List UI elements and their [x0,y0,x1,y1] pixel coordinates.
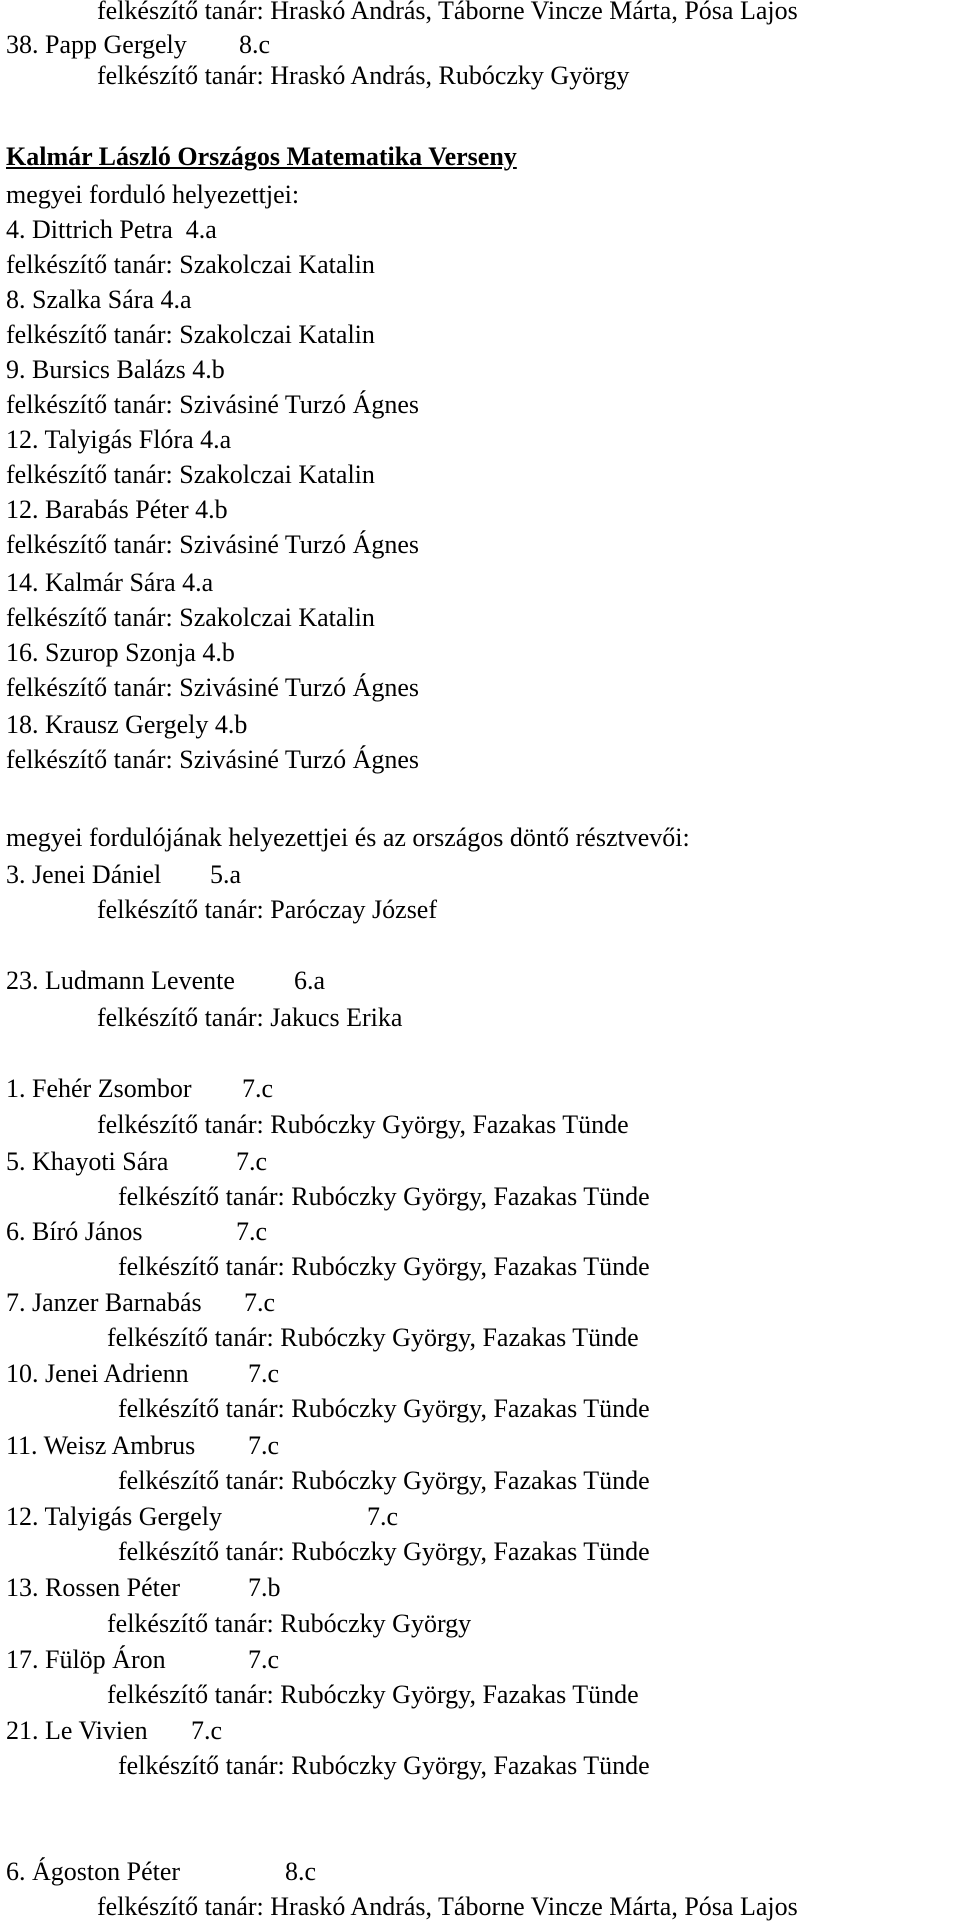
teacher-line: felkészítő tanár: Rubóczky György [107,1609,472,1638]
teacher-line: felkészítő tanár: Paróczay József [97,895,438,924]
result-line: 13. Rossen Péter 7.b [6,1573,281,1602]
result-line: 38. Papp Gergely 8.c [6,30,271,59]
teacher-line: felkészítő tanár: Rubóczky György, Fazakas Tünde [118,1252,650,1281]
teacher-line: felkészítő tanár: Szakolczai Katalin [6,603,375,632]
class-label: 6.a [294,966,326,995]
teacher-line: felkészítő tanár: Rubóczky György, Fazakas Tünde [118,1751,650,1780]
teacher-line: felkészítő tanár: Rubóczky György, Fazakas Tünde [118,1182,650,1211]
class-label: 7.c [248,1431,280,1460]
result-line: 6. Ágoston Péter 8.c [6,1857,317,1886]
teacher-line: felkészítő tanár: Rubóczky György, Fazakas Tünde [118,1537,650,1566]
teacher-line: felkészítő tanár: Rubóczky György, Fazakas Tünde [107,1323,639,1352]
teacher-line: felkészítő tanár: Rubóczky György, Fazakas Tünde [107,1680,639,1709]
teacher-line: felkészítő tanár: Rubóczky György, Fazakas Tünde [97,1110,629,1139]
class-label: 8.c [239,30,271,59]
teacher-line: felkészítő tanár: Jakucs Erika [97,1003,403,1032]
class-label: 7.b [248,1573,281,1602]
class-label: 7.c [242,1074,274,1103]
teacher-line: felkészítő tanár: Szakolczai Katalin [6,320,375,349]
result-line: 17. Fülöp Áron 7.c [6,1645,280,1674]
section-subtitle: megyei forduló helyezettjei: [6,180,300,209]
result-line: 6. Bíró János 7.c [6,1217,268,1246]
section-subtitle: megyei fordulójának helyezettjei és az országos döntő résztvevői: [6,823,690,852]
result-line: 18. Krausz Gergely 4.b [6,710,248,739]
result-line: 4. Dittrich Petra 4.a [6,215,217,244]
result-line: 14. Kalmár Sára 4.a [6,568,214,597]
teacher-line: felkészítő tanár: Szivásiné Turzó Ágnes [6,530,420,559]
class-label: 7.c [248,1359,280,1388]
result-line: 7. Janzer Barnabás 7.c [6,1288,276,1317]
result-line: 12. Barabás Péter 4.b [6,495,228,524]
teacher-line: felkészítő tanár: Hraskó András, Táborne Vincze Márta, Pósa Lajos [97,0,798,25]
result-line: 12. Talyigás Flóra 4.a [6,425,232,454]
class-label: 7.c [244,1288,276,1317]
teacher-line: felkészítő tanár: Rubóczky György, Fazakas Tünde [118,1394,650,1423]
teacher-line: felkészítő tanár: Rubóczky György, Fazakas Tünde [118,1466,650,1495]
result-line: 23. Ludmann Levente 6.a [6,966,326,995]
result-line: 9. Bursics Balázs 4.b [6,355,225,384]
teacher-line: felkészítő tanár: Szakolczai Katalin [6,250,375,279]
class-label: 7.c [236,1147,268,1176]
class-label: 5.a [210,860,242,889]
result-line: 8. Szalka Sára 4.a [6,285,192,314]
result-line: 3. Jenei Dániel 5.a [6,860,242,889]
result-line: 16. Szurop Szonja 4.b [6,638,235,667]
teacher-line: felkészítő tanár: Szivásiné Turzó Ágnes [6,745,420,774]
teacher-line: felkészítő tanár: Hraskó András, Táborne Vincze Márta, Pósa Lajos [97,1892,798,1921]
result-line: 11. Weisz Ambrus 7.c [6,1431,280,1460]
class-label: 7.c [191,1716,223,1745]
class-label: 8.c [285,1857,317,1886]
result-line: 21. Le Vivien 7.c [6,1716,223,1745]
result-line: 12. Talyigás Gergely 7.c [6,1502,399,1531]
class-label: 7.c [248,1645,280,1674]
teacher-line: felkészítő tanár: Szivásiné Turzó Ágnes [6,673,420,702]
teacher-line: felkészítő tanár: Szakolczai Katalin [6,460,375,489]
result-line: 5. Khayoti Sára 7.c [6,1147,268,1176]
class-label: 7.c [367,1502,399,1531]
teacher-line: felkészítő tanár: Szivásiné Turzó Ágnes [6,390,420,419]
teacher-line: felkészítő tanár: Hraskó András, Rubóczky György [97,61,630,90]
section-title: Kalmár László Országos Matematika Verseny [6,142,517,171]
result-line: 10. Jenei Adrienn 7.c [6,1359,280,1388]
result-line: 1. Fehér Zsombor 7.c [6,1074,274,1103]
class-label: 7.c [236,1217,268,1246]
